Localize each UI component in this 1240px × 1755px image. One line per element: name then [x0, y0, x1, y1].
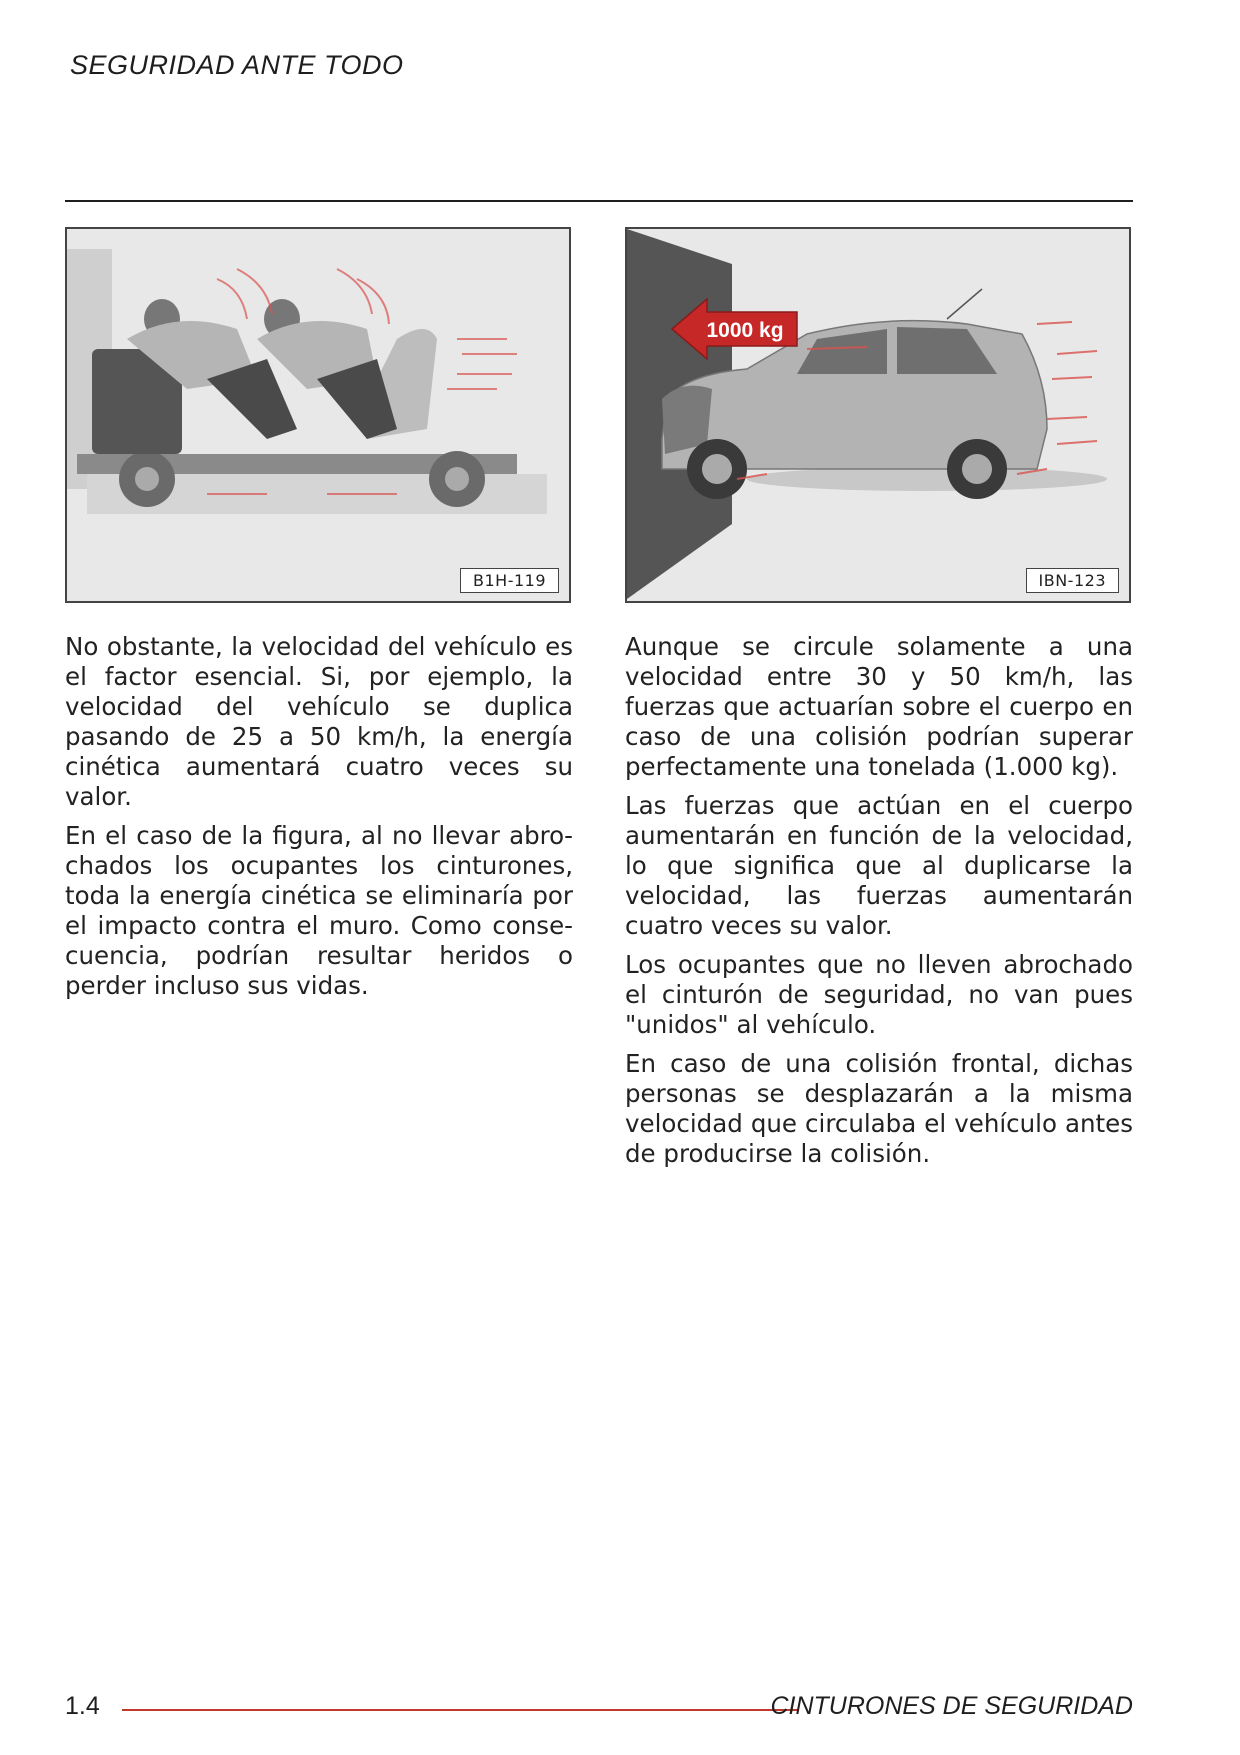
paragraph: Aunque se circule solamente a una velocidad entre 30 y 50 km/h, las fuerzas que actuarían sobre el cuerpo en caso de una colisión podrían superar perfectamente una tonelada (1.000 kg).: [625, 632, 1133, 781]
running-header: SEGURIDAD ANTE TODO: [70, 50, 404, 80]
paragraph: En caso de una colisión frontal, dichas personas se desplazarán a la misma velocidad que circulaba el vehículo antes de producirse la colisión.: [625, 1049, 1133, 1168]
paragraph: En el caso de la figura, al no llevar abrochados los ocupantes los cinturones, toda la energía cinética se eliminaría por el impacto contra el muro. Como consecuencia, podrían resultar heridos o perder incluso sus vidas.: [65, 821, 573, 1000]
section-title: CINTURONES DE SEGURIDAD: [770, 1692, 1133, 1720]
paragraph: No obstante, la velocidad del vehículo es el factor esencial. Si, por ejemplo, la velocidad del vehículo se duplica pasando de 25 a 50 km/h, la energía cinética aumentará cuatro veces su valor.: [65, 632, 573, 811]
figure-code: B1H-119: [460, 568, 559, 593]
text-column-right: [625, 632, 1133, 1178]
footer-divider: [122, 1709, 798, 1711]
figure-occupants-crash: [65, 227, 571, 603]
car-wall-crash-illustration: [627, 229, 1129, 601]
force-label: 1000 kg: [706, 319, 784, 342]
paragraph: Los ocupantes que no lleven abrochado el cinturón de seguridad, no van pues "unidos" al vehículo.: [625, 950, 1133, 1039]
figure-car-crash: [625, 227, 1131, 603]
page-number: 1.4: [65, 1692, 100, 1720]
occupants-sled-crash-illustration: [67, 229, 569, 601]
figure-code: IBN-123: [1026, 568, 1119, 593]
paragraph: Las fuerzas que actúan en el cuerpo aumentarán en función de la velocidad, lo que significa que al duplicarse la velocidad, las fuerzas aumentarán cuatro veces su valor.: [625, 791, 1133, 940]
header-divider: [65, 200, 1133, 202]
text-column-left: [65, 632, 573, 1010]
